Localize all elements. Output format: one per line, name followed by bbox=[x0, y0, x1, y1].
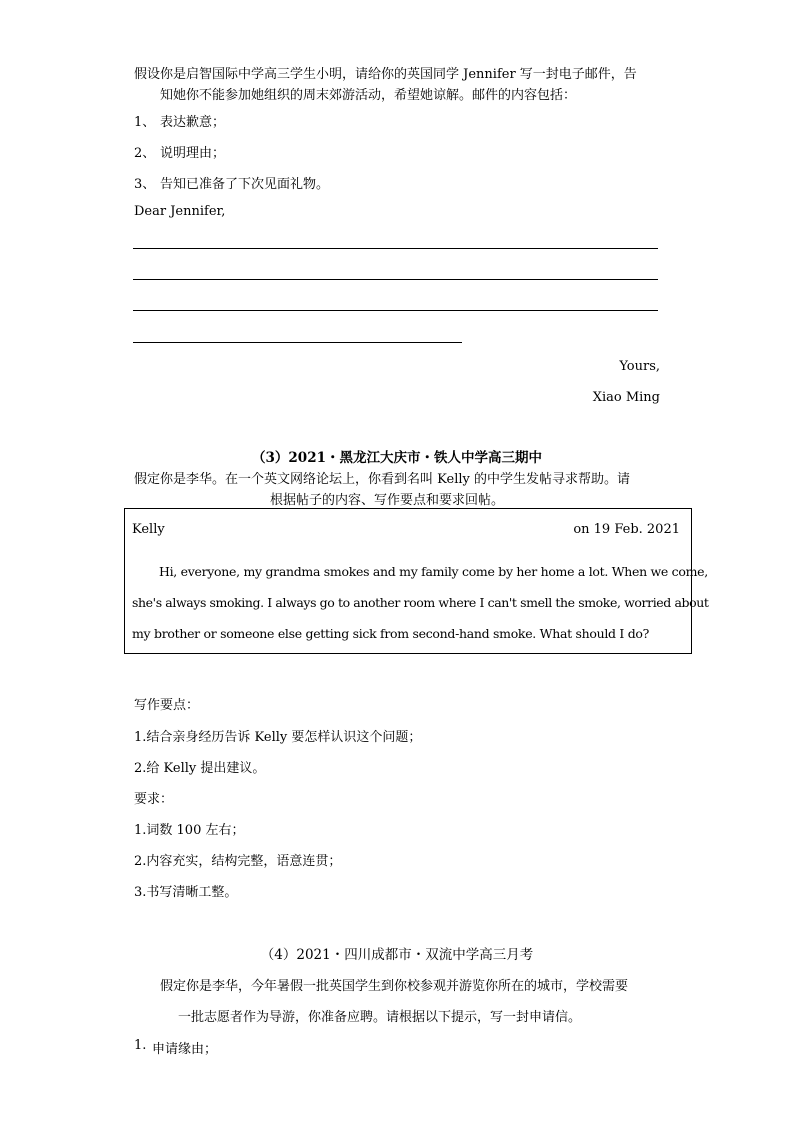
application-task-intro-line-1: 假定你是李华，今年暑假一批英国学生到你校参观并游览你所在的城市，学校需要 bbox=[160, 979, 629, 994]
writing-line-2 bbox=[133, 279, 658, 280]
requirement-2: 2.内容充实，结构完整，语意连贯； bbox=[134, 854, 342, 869]
forum-task-intro-line-2: 根据帖子的内容、写作要点和要求回帖。 bbox=[270, 493, 505, 508]
email-signature: Xiao Ming bbox=[592, 390, 660, 405]
application-item-1-number: 1. bbox=[134, 1038, 147, 1053]
email-item-2-text: 说明理由； bbox=[160, 146, 226, 161]
email-task-intro-line-1: 假设你是启智国际中学高三学生小明，请给你的英国同学 Jennifer 写一封电子邮件，告 bbox=[134, 67, 637, 82]
email-item-1-number: 1、 bbox=[134, 115, 156, 130]
requirements-title: 要求： bbox=[134, 792, 174, 807]
post-body-line-2: she's always smoking. I always go to another room where I can't smell the smoke, worried about bbox=[132, 595, 709, 610]
post-body-line-3: my brother or someone else getting sick from second-hand smoke. What should I do? bbox=[132, 626, 650, 641]
email-closing: Yours, bbox=[619, 359, 660, 374]
email-item-3-text: 告知已准备了下次见面礼物。 bbox=[160, 177, 330, 192]
writing-point-1: 1.结合亲身经历告诉 Kelly 要怎样认识这个问题； bbox=[134, 730, 422, 745]
application-task-intro-line-2: 一批志愿者作为导游，你准备应聘。请根据以下提示，写一封申请信。 bbox=[178, 1010, 582, 1025]
email-greeting: Dear Jennifer, bbox=[134, 204, 226, 219]
writing-line-4 bbox=[133, 342, 462, 343]
forum-post-box bbox=[124, 508, 709, 654]
writing-point-2: 2.给 Kelly 提出建议。 bbox=[134, 761, 266, 776]
email-item-1-text: 表达歉意； bbox=[160, 115, 226, 130]
email-item-3-number: 3、 bbox=[134, 177, 156, 192]
post-date: on 19 Feb. 2021 bbox=[573, 522, 680, 537]
writing-line-1 bbox=[133, 248, 658, 249]
forum-task-intro-line-1: 假定你是李华。在一个英文网络论坛上，你看到名叫 Kelly 的中学生发帖寻求帮助。请 bbox=[134, 472, 630, 487]
requirement-3: 3.书写清晰工整。 bbox=[134, 885, 238, 900]
section-3-heading: （3）2021・黑龙江大庆市・铁人中学高三期中 bbox=[252, 450, 542, 466]
writing-line-3 bbox=[133, 310, 658, 311]
post-body-line-1: Hi, everyone, my grandma smokes and my family come by her home a lot. When we come, bbox=[159, 564, 708, 579]
writing-points-title: 写作要点： bbox=[134, 698, 200, 713]
post-author: Kelly bbox=[132, 522, 165, 537]
section-4-heading: （4）2021・四川成都市・双流中学高三月考 bbox=[260, 947, 534, 963]
email-task-intro-line-2: 知她你不能参加她组织的周末郊游活动，希望她谅解。邮件的内容包括： bbox=[160, 88, 577, 103]
application-item-1-text: 申请缘由； bbox=[152, 1042, 218, 1057]
email-item-2-number: 2、 bbox=[134, 146, 156, 161]
requirement-1: 1.词数 100 左右； bbox=[134, 823, 245, 838]
